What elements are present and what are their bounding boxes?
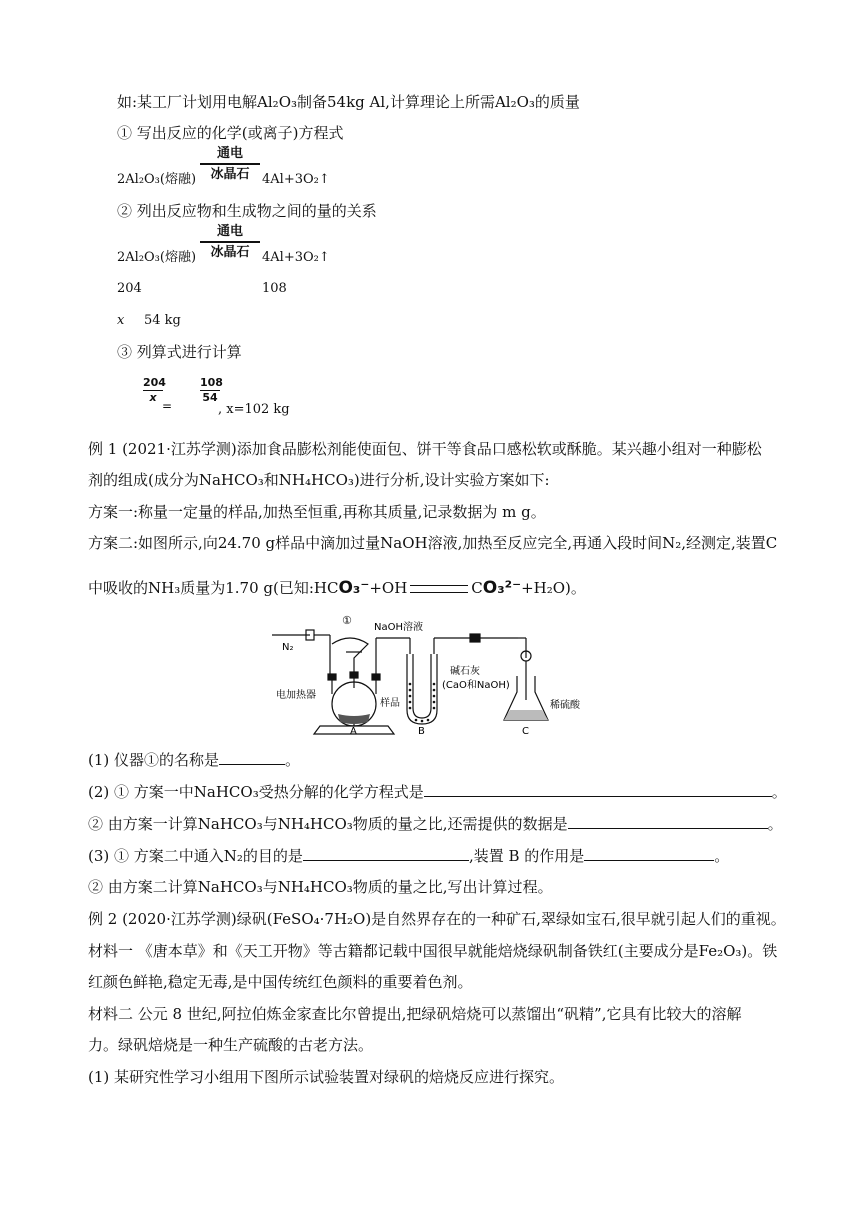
sample-icon [338, 714, 370, 724]
question-1-period: 。 [285, 751, 301, 769]
answer-blank-3a-1[interactable] [303, 846, 469, 861]
diagram-label-n2: N₂ [282, 642, 294, 653]
question-3-part-1-mid: ,装置 B 的作用是 [468, 847, 585, 865]
question-3-part-1 [88, 846, 729, 866]
plan-2-text-pre: 中吸收的NH₃质量为1.70 g(已知:HC [88, 579, 339, 597]
carbonate-ion: O₃²⁻ [482, 578, 522, 598]
diagram-label-soda-lime: 碱石灰 [450, 666, 480, 677]
question-2-part-2-text: ② 由方案一计算NaHCO₃与NH₄HCO₃物质的量之比,还需提供的数据是 [88, 815, 568, 833]
plan-1: 方案一:称量一定量的样品,加热至恒重,再称其质量,记录数据为 m g。 [88, 503, 546, 521]
answer-blank-2a[interactable] [424, 782, 772, 797]
plan-2-text-mid: +OH [369, 579, 408, 597]
example-2-question-1: (1) 某研究性学习小组用下图所示试验装置对绿矾的焙烧反应进行探究。 [88, 1068, 565, 1086]
material-1-line-1: 材料一 《唐本草》和《天工开物》等古籍都记载中国很早就能焙烧绿矾制备铁红(主要成分是Fe₂O₃)。铁 [88, 942, 778, 960]
plan-2: 方案二:如图所示,向24.70 g样品中滴加过量NaOH溶液,加热至反应完全,再通入段时间N₂,经测定,装置C [88, 534, 778, 552]
fraction-numerator: 204 [143, 376, 166, 389]
fraction-108-over-54 [200, 376, 223, 405]
question-2-part-2-period: 。 [767, 815, 783, 833]
fraction-numerator-2: 108 [200, 376, 223, 389]
diagram-label-soda-lime-formula: (CaO和NaOH) [442, 680, 510, 691]
equilibrium-sign [410, 585, 468, 593]
diagram-label-sample: 样品 [380, 698, 400, 709]
molar-mass-108: 108 [262, 281, 287, 296]
condition-electrolysis: 通电 [200, 146, 260, 165]
question-3-part-1-period: 。 [714, 847, 730, 865]
reaction-condition-2 [200, 224, 260, 261]
equation-product-2: 4Al+3O₂↑ [262, 250, 330, 265]
separatory-funnel-icon [332, 638, 368, 670]
question-2-part-1-period: 。 [771, 783, 787, 801]
example-problem-line: 如:某工厂计划用电解Al₂O₃制备54kg Al,计算理论上所需Al₂O₃的质量 [117, 93, 580, 111]
dilute-acid-icon [504, 710, 548, 720]
diagram-label-heater: 电加热器 [276, 690, 316, 701]
diagram-label-naoh: NaOH溶液 [374, 622, 423, 633]
mass-54kg: 54 kg [144, 313, 181, 328]
fraction-204-over-x [143, 376, 166, 405]
step-2-heading: ② 列出反应物和生成物之间的量的关系 [117, 202, 377, 220]
diagram-label-1: ① [342, 614, 352, 627]
step-3-heading: ③ 列算式进行计算 [117, 343, 242, 361]
condition-cryolite: 冰晶石 [210, 167, 250, 182]
bicarbonate-ion: O₃⁻ [338, 578, 370, 598]
equals-sign: = [162, 399, 173, 413]
answer-blank-3a-2[interactable] [584, 846, 714, 861]
condition-electrolysis-2: 通电 [200, 224, 260, 243]
plan-2-c: C [471, 579, 483, 597]
equation-reactant-2: 2Al₂O₃(熔融) [117, 250, 197, 265]
variable-x: x [117, 313, 125, 328]
fraction-denominator-2: 54 [202, 391, 218, 404]
material-1-line-2: 红颜色鲜艳,稳定无毒,是中国传统红色颜料的重要着色剂。 [88, 973, 473, 991]
answer-blank-2b[interactable] [568, 814, 768, 829]
fraction-denominator: x [149, 391, 157, 404]
answer-blank-1[interactable] [219, 750, 285, 765]
equation-reactant: 2Al₂O₃(熔融) [117, 172, 197, 187]
u-tube-b-icon [407, 654, 437, 724]
result-x: , x=102 kg [218, 402, 290, 417]
example-1-line-2: 剂的组成(成分为NaHCO₃和NH₄HCO₃)进行分析,设计实验方案如下: [88, 471, 550, 489]
plan-2-continued [88, 578, 586, 598]
reaction-condition [200, 146, 260, 183]
material-2-line-1: 材料二 公元 8 世纪,阿拉伯炼金家查比尔曾提出,把绿矾焙烧可以蒸馏出“矾精”,它具有比较大的溶解 [88, 1005, 742, 1023]
example-1-line-1: 例 1 (2021·江苏学测)添加食品膨松剂能使面包、饼干等食品口感松软或酥脆。某兴趣小组对一种膨松 [88, 440, 762, 458]
diagram-label-b: B [418, 726, 425, 737]
molar-mass-204: 204 [117, 281, 142, 296]
diagram-label-c: C [522, 726, 529, 737]
question-3-part-2: ② 由方案二计算NaHCO₃与NH₄HCO₃物质的量之比,写出计算过程。 [88, 878, 553, 896]
diagram-label-dilute-acid: 稀硫酸 [550, 700, 580, 711]
plan-2-text-post: +H₂O)。 [521, 579, 586, 597]
question-2-part-2 [88, 814, 783, 834]
material-2-line-2: 力。绿矾焙烧是一种生产硫酸的古老方法。 [88, 1036, 374, 1054]
question-3-part-1-text: (3) ① 方案二中通入N₂的目的是 [88, 847, 303, 865]
question-2-part-1-text: (2) ① 方案一中NaHCO₃受热分解的化学方程式是 [88, 783, 424, 801]
question-2-part-1 [88, 782, 787, 802]
step-1-heading: ① 写出反应的化学(或离子)方程式 [117, 124, 344, 142]
condition-cryolite-2: 冰晶石 [210, 245, 250, 260]
apparatus-diagram [270, 614, 580, 737]
example-2-line-1: 例 2 (2020·江苏学测)绿矾(FeSO₄·7H₂O)是自然界存在的一种矿石,翠绿如宝石,很早就引起人们的重视。 [88, 910, 786, 928]
question-1 [88, 750, 300, 770]
equation-product: 4Al+3O₂↑ [262, 172, 330, 187]
diagram-label-a: A [350, 726, 357, 737]
question-1-text: (1) 仪器①的名称是 [88, 751, 220, 769]
